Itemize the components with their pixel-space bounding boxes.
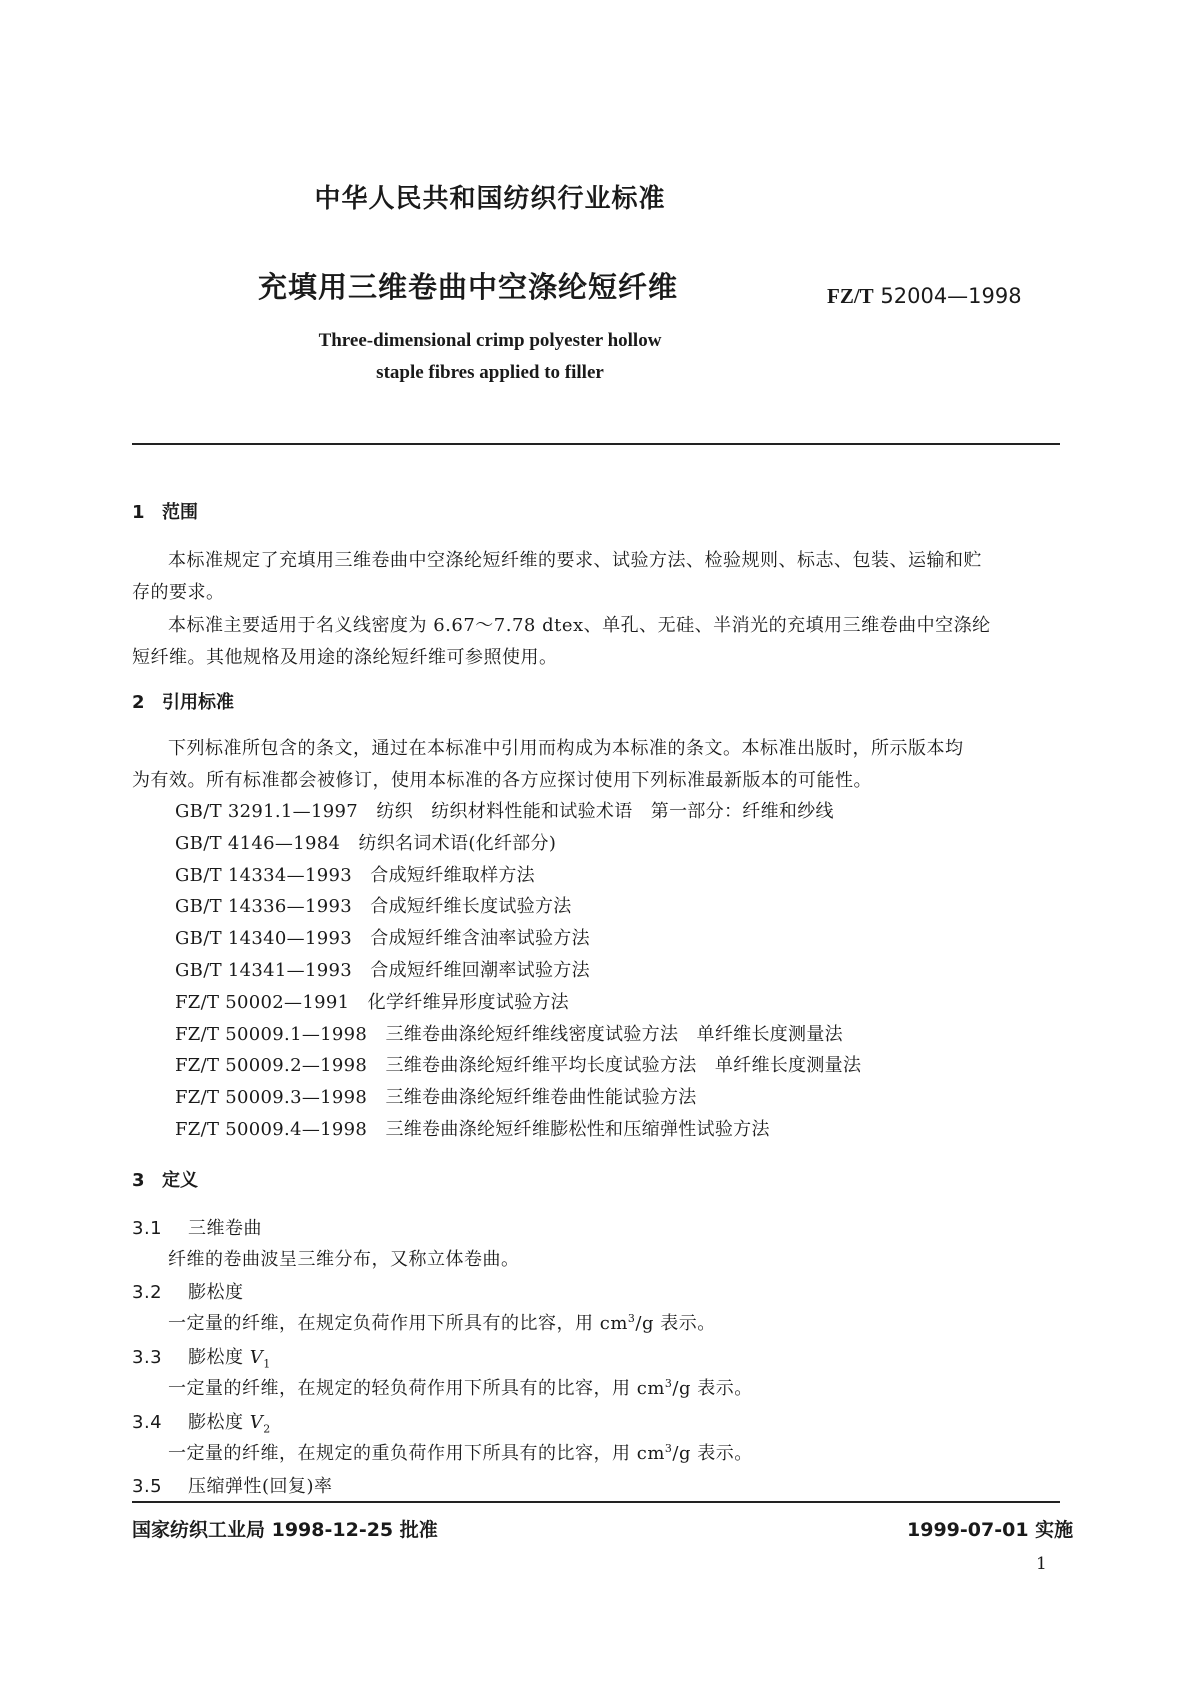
standard-title: 三维卷曲涤纶短纤维卷曲性能试验方法 — [385, 1087, 697, 1109]
unit-superscript: 3 — [627, 1312, 636, 1325]
definition-term-row — [132, 1214, 262, 1240]
standard-code: GB/T 14336—1993 — [175, 896, 352, 918]
section-2-paragraph-line-1: 下列标准所包含的条文，通过在本标准中引用而构成为本标准的条文。本标准出版时，所示版本均 — [168, 738, 964, 759]
spacer — [367, 1119, 385, 1140]
spacer — [352, 960, 370, 981]
standard-title: 合成短纤维长度试验方法 — [370, 896, 572, 918]
section-number: 1 — [132, 502, 145, 523]
unit-text: cm — [636, 1378, 665, 1399]
standard-title: 三维卷曲涤纶短纤维线密度试验方法 单纤维长度测量法 — [385, 1023, 843, 1045]
section-1-paragraph-2-line-1: 本标准主要适用于名义线密度为 6.67～7.78 dtex、单孔、无硅、半消光的充填用三维卷曲中空涤纶 — [168, 615, 991, 636]
definition-number: 3.5 — [132, 1476, 163, 1497]
definition-term: 三维卷曲 — [188, 1218, 262, 1239]
unit-text: cm — [636, 1443, 665, 1464]
standard-code: FZ/T 50009.2—1998 — [175, 1055, 368, 1077]
definition-text-suffix: /g 表示。 — [672, 1443, 753, 1464]
definition-term-row — [132, 1472, 333, 1498]
spacer — [340, 833, 358, 854]
definition-text: 纤维的卷曲波呈三维分布，又称立体卷曲。 — [168, 1249, 520, 1270]
referenced-standard-item — [175, 861, 535, 887]
definition-text: 一定量的纤维，在规定的重负荷作用下所具有的比容，用 — [168, 1443, 637, 1464]
definition-description — [168, 1439, 753, 1465]
section-1-paragraph-2-line-2: 短纤维。其他规格及用途的涤纶短纤维可参照使用。 — [132, 647, 558, 668]
spacer — [349, 992, 367, 1013]
variable-v: V — [249, 1347, 264, 1368]
footer-divider — [132, 1501, 1060, 1503]
variable-v: V — [249, 1412, 264, 1433]
referenced-standard-item — [175, 829, 556, 855]
unit-text: cm — [599, 1313, 628, 1334]
definition-text: 一定量的纤维，在规定的轻负荷作用下所具有的比容，用 — [168, 1378, 637, 1399]
org-title: 中华人民共和国纺织行业标准 — [314, 184, 666, 214]
referenced-standard-item — [175, 797, 834, 823]
referenced-standard-item — [175, 1083, 697, 1109]
definition-term-subscript: 2 — [263, 1422, 271, 1436]
standard-code: GB/T 14340—1993 — [175, 928, 352, 950]
approval-line: 国家纺织工业局 1998-12-25 批准 — [132, 1519, 438, 1541]
section-number: 3 — [132, 1170, 145, 1191]
spacer — [358, 801, 376, 822]
standard-title: 三维卷曲涤纶短纤维膨松性和压缩弹性试验方法 — [385, 1119, 770, 1140]
referenced-standard-item — [175, 1020, 843, 1046]
section-1-paragraph-1-line-1: 本标准规定了充填用三维卷曲中空涤纶短纤维的要求、试验方法、检验规则、标志、包装、运输和贮 — [168, 550, 982, 571]
referenced-standard-item — [175, 1115, 770, 1141]
standard-code: GB/T 4146—1984 — [175, 832, 341, 854]
definition-term: 膨松度 V — [188, 1412, 264, 1433]
definition-term: 膨松度 — [188, 1282, 244, 1303]
standard-title: 纺织名词术语(化纤部分) — [358, 832, 557, 854]
definition-term: 膨松度 V — [188, 1347, 264, 1368]
spacer — [352, 928, 370, 949]
section-3-heading — [132, 1166, 198, 1192]
section-title: 引用标准 — [162, 692, 234, 713]
page-number: 1 — [1036, 1554, 1047, 1574]
unit-superscript: 3 — [664, 1442, 673, 1455]
standard-code-number: 52004—1998 — [880, 284, 1022, 308]
standard-code: FZ/T 50002—1991 — [175, 991, 350, 1013]
standard-code: GB/T 3291.1—1997 — [175, 801, 358, 822]
section-1-paragraph-1-line-2: 存的要求。 — [132, 582, 225, 603]
standard-title: 化学纤维异形度试验方法 — [367, 991, 569, 1013]
standard-title: 三维卷曲涤纶短纤维平均长度试验方法 单纤维长度测量法 — [385, 1055, 862, 1077]
definition-term-row — [132, 1408, 271, 1436]
spacer — [367, 1087, 385, 1108]
standard-title: 合成短纤维取样方法 — [370, 864, 535, 886]
section-title: 范围 — [162, 502, 198, 523]
section-number: 2 — [132, 692, 145, 713]
definition-description — [168, 1245, 520, 1271]
standard-code — [827, 284, 1022, 309]
referenced-standard-item — [175, 892, 572, 918]
definition-text-suffix: /g 表示。 — [635, 1313, 716, 1334]
english-title-line-2: staple fibres applied to filler — [376, 362, 604, 383]
referenced-standard-item — [175, 1051, 861, 1077]
definition-text-suffix: /g 表示。 — [672, 1378, 753, 1399]
effective-date: 1999-07-01 实施 — [907, 1519, 1074, 1541]
standard-title: 合成短纤维回潮率试验方法 — [370, 960, 590, 981]
standard-code: FZ/T 50009.1—1998 — [175, 1023, 368, 1045]
definition-term-row — [132, 1278, 244, 1304]
standard-code: GB/T 14334—1993 — [175, 864, 352, 886]
header-divider — [132, 443, 1060, 445]
english-title-line-1: Three-dimensional crimp polyester hollow — [318, 330, 662, 351]
standard-code: FZ/T 50009.4—1998 — [175, 1119, 368, 1140]
definition-description — [168, 1374, 753, 1400]
definition-number: 3.2 — [132, 1282, 163, 1303]
spacer — [367, 1055, 385, 1076]
unit-superscript: 3 — [664, 1377, 673, 1390]
definition-description — [168, 1309, 716, 1335]
standard-title: 合成短纤维含油率试验方法 — [370, 928, 590, 950]
definition-number: 3.4 — [132, 1412, 163, 1433]
standard-title: 纺织 纺织材料性能和试验术语 第一部分：纤维和纱线 — [376, 801, 834, 822]
section-title: 定义 — [162, 1170, 198, 1191]
section-2-heading — [132, 688, 234, 714]
standard-code-prefix: FZ/T — [827, 284, 874, 308]
definition-term-subscript: 1 — [263, 1357, 271, 1371]
spacer — [367, 1024, 385, 1045]
referenced-standard-item — [175, 956, 590, 982]
definition-number: 3.3 — [132, 1347, 163, 1368]
referenced-standard-item — [175, 988, 569, 1014]
standard-code: FZ/T 50009.3—1998 — [175, 1087, 368, 1109]
definition-number: 3.1 — [132, 1218, 163, 1239]
definition-text: 一定量的纤维，在规定负荷作用下所具有的比容，用 — [168, 1313, 600, 1334]
spacer — [352, 896, 370, 917]
section-2-paragraph-line-2: 为有效。所有标准都会被修订，使用本标准的各方应探讨使用下列标准最新版本的可能性。 — [132, 770, 872, 791]
definition-term: 压缩弹性(回复)率 — [188, 1476, 333, 1497]
section-1-heading — [132, 498, 198, 524]
standard-title: 充填用三维卷曲中空涤纶短纤维 — [258, 270, 679, 304]
spacer — [352, 865, 370, 886]
definition-term-row — [132, 1343, 271, 1371]
referenced-standard-item — [175, 924, 590, 950]
standard-code: GB/T 14341—1993 — [175, 960, 352, 981]
